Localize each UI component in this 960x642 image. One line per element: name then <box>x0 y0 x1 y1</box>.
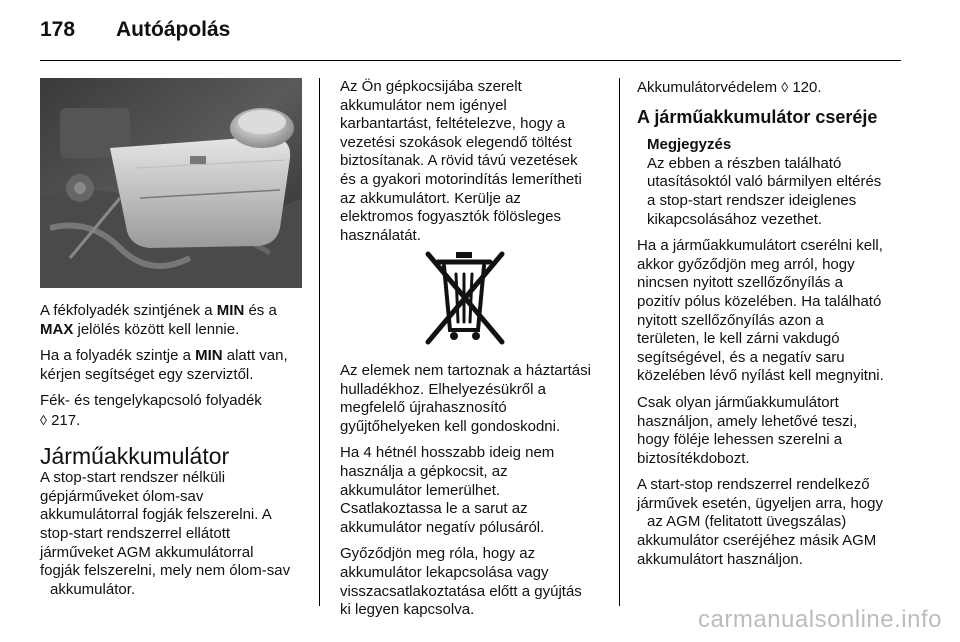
column-2-lower <box>340 362 610 628</box>
brake-fluid-reservoir-photo <box>40 78 302 288</box>
page-number: 178 <box>40 18 76 41</box>
section-heading-battery: Járműakkumulátor <box>40 442 230 469</box>
storage-paragraph: Ha 4 hétnél hosszabb ideig nem használja a gépkocsit, az akkumulátor lemerülhet. Csatlakoztassa le a sarut az akkumulátor negatív pólusáról. <box>340 444 555 536</box>
section-heading-battery-replacement: A járműakkumulátor cseréje <box>637 106 878 127</box>
maintenance-paragraph: Az Ön gépkocsijába szerelt akkumulátor nem igényel karbantartást, feltételezve, hogy a vezetési szokások elegendő töltést biztosítanak. A rövid távú vezetések és a gyakori motorindítás lemerítheti az akkumulátort. Kerülje az elektromos fogyasztók fölösleges használatát. <box>340 78 582 244</box>
watermark: carmanualsonline.info <box>698 606 942 633</box>
ignition-paragraph: Győződjön meg róla, hogy az akkumulátor lekapcsolása vagy visszacsatlakoztatása előtt a gyújtás ki legyen kapcsolva. <box>340 545 582 619</box>
crossed-out-bin-icon <box>418 246 510 346</box>
battery-intro-paragraph: A stop-start rendszer nélküli gépjárműveket ólom-sav akkumulátorral fogják felszerelni. A stop-start rendszerrel ellátott járműveket AGM akkumulátorral fogják felszerelni, mely nem ólom-sav akkumulátor. <box>40 469 291 598</box>
column-divider-2 <box>619 78 620 606</box>
reference-arrow-icon: ◊ <box>781 79 789 95</box>
column-1 <box>40 302 310 607</box>
agm-paragraph: A start-stop rendszerrel rendelkező járművek esetén, ügyeljen arra, hogy az AGM (felitatott üvegszálas) akkumulátor cseréjéhez másik AGM akkumulátort használjon. <box>637 476 883 568</box>
page-title: Autóápolás <box>116 18 231 41</box>
low-level-paragraph: Ha a folyadék szintje a MIN alatt van, kérjen segítséget egy szerviztől. <box>40 347 288 383</box>
brake-fluid-level-paragraph: A fékfolyadék szintjének a MIN és a MAX jelölés között kell lennie. <box>40 302 277 338</box>
note-block: Megjegyzés Az ebben a részben található utasításoktól való bármilyen eltérés a stop-start rendszer ideiglenes kikapcsolásához vezethet. <box>637 136 907 229</box>
column-divider-1 <box>319 78 320 606</box>
page-reference-link[interactable]: 217. <box>46 411 81 429</box>
reference-arrow-icon: ◊ <box>40 411 47 428</box>
vent-paragraph: Ha a járműakkumulátort cserélni kell, akkor győződjön meg arról, hogy nincsen nyitott szellőzőnyílás a pozitív pólus közelében. Ha található nyitott szellőzőnyílás azon a területen, le kell zárni vakdugó segítségével, és a negatív saru közelében lévő nyílást kell megnyitni. <box>637 237 884 385</box>
column-2 <box>340 78 610 253</box>
page-reference-link[interactable]: 120. <box>788 79 822 96</box>
battery-protection-reference: Akkumulátorvédelem ◊ 120. <box>637 79 822 96</box>
fuse-box-paragraph: Csak olyan járműakkumulátort használjon, amely lehetővé teszi, hogy föléje lehessen szerelni a biztosítékdobozt. <box>637 393 858 467</box>
disposal-paragraph: Az elemek nem tartoznak a háztartási hulladékhoz. Elhelyezésükről a megfelelő újrahasznosító gyűjtőhelyeken kell gondoskodni. <box>340 362 591 435</box>
fluid-reference-paragraph: Fék- és tengelykapcsoló folyadék ◊ 217. <box>40 392 262 429</box>
note-title: Megjegyzés <box>647 136 732 154</box>
column-3 <box>637 78 907 577</box>
header-rule <box>40 60 901 61</box>
